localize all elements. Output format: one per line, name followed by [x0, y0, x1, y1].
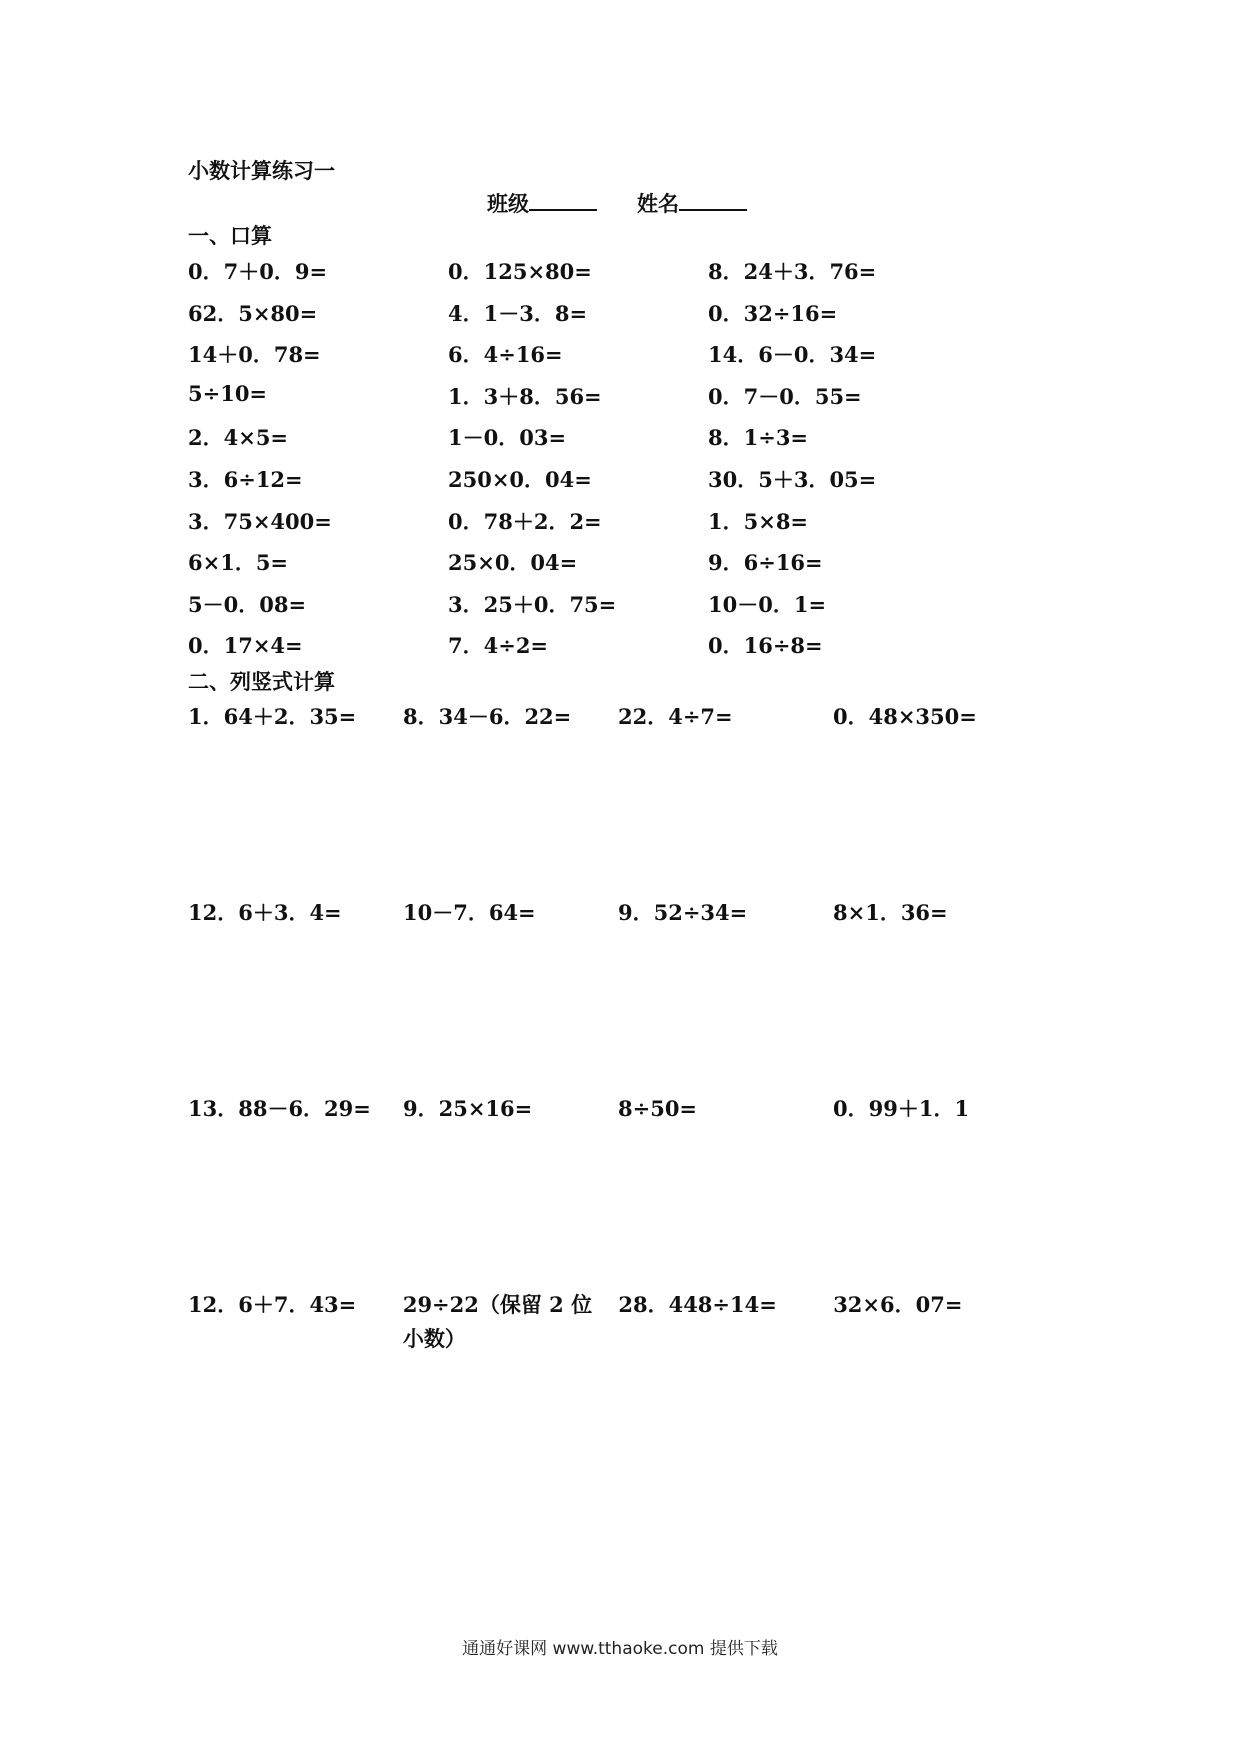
vertical-problem: 29÷22（保留 2 位小数） [402, 1292, 593, 1351]
footer-source: 通通好课网 www.tthaoke.com 提供下载 [462, 1639, 778, 1659]
student-info-row [487, 188, 747, 218]
oral-problem: 4．1－3．8= [448, 300, 588, 326]
vertical-problem: 8．34－6．22= [403, 704, 572, 729]
oral-problem: 10－0．1= [708, 591, 827, 617]
oral-problem: 8．24＋3．76= [708, 259, 877, 284]
vertical-problem: 12．6＋3．4= [188, 900, 342, 925]
oral-row [188, 422, 968, 464]
oral-problem: 5÷10= [188, 380, 268, 406]
name-label: 姓名 [637, 191, 679, 216]
vertical-row [188, 1092, 1048, 1288]
oral-problem: 1－0．03= [448, 425, 567, 451]
section2-heading: 二、列竖式计算 [188, 669, 335, 694]
vertical-calc-grid [188, 700, 1048, 1484]
class-label: 班级 [487, 191, 529, 216]
page-title: 小数计算练习一 [188, 158, 335, 183]
oral-problem: 6．4÷16= [448, 342, 563, 368]
vertical-row [188, 700, 1048, 896]
oral-problem: 0．7＋0．9= [188, 259, 328, 284]
vertical-problem: 12．6＋7．43= [188, 1292, 357, 1317]
oral-row [188, 339, 968, 381]
oral-problem: 3．6÷12= [188, 466, 303, 492]
oral-problem: 0．16÷8= [708, 633, 823, 659]
oral-problem: 62．5×80= [188, 300, 318, 326]
oral-problem: 25×0．04= [448, 550, 578, 576]
oral-row [188, 381, 968, 423]
vertical-problem: 32×6．07= [833, 1292, 963, 1317]
oral-row [188, 589, 968, 631]
oral-problem: 0．78＋2．2= [448, 508, 602, 534]
vertical-problem: 1．64＋2．35= [188, 704, 357, 729]
vertical-problem: 9．52÷34= [618, 900, 748, 925]
oral-problem: 6×1．5= [188, 550, 289, 576]
vertical-problem: 0．48×350= [833, 704, 977, 729]
oral-row [188, 506, 968, 548]
oral-problem: 3．25＋0．75= [448, 591, 617, 617]
oral-problem: 0．7－0．55= [708, 383, 862, 409]
oral-calc-grid [188, 256, 968, 672]
vertical-row [188, 1288, 1048, 1484]
oral-row [188, 256, 968, 298]
oral-problem: 7．4÷2= [448, 633, 549, 659]
oral-problem: 1．3＋8．56= [448, 383, 602, 409]
oral-row [188, 298, 968, 340]
oral-problem: 14．6－0．34= [708, 342, 877, 368]
vertical-problem: 8÷50= [618, 1096, 698, 1121]
oral-problem: 9．6÷16= [708, 550, 823, 576]
oral-problem: 250×0．04= [448, 466, 592, 492]
oral-row [188, 464, 968, 506]
oral-problem: 0．125×80= [448, 259, 592, 284]
oral-problem: 0．32÷16= [708, 300, 838, 326]
section1-heading: 一、口算 [188, 223, 272, 248]
oral-problem: 30．5＋3．05= [708, 466, 877, 492]
oral-problem: 14＋0．78= [188, 342, 321, 368]
oral-problem: 0．17×4= [188, 633, 303, 659]
vertical-problem: 10－7．64= [403, 900, 536, 925]
vertical-problem: 28．448÷14= [618, 1292, 777, 1317]
oral-problem: 5－0．08= [188, 591, 307, 617]
vertical-problem: 22．4÷7= [618, 704, 733, 729]
name-blank [679, 189, 747, 211]
oral-problem: 2．4×5= [188, 425, 289, 451]
vertical-problem: 8×1．36= [833, 900, 948, 925]
oral-problem: 3．75×400= [188, 508, 332, 534]
vertical-problem: 13．88－6．29= [188, 1096, 371, 1121]
vertical-problem: 9．25×16= [403, 1096, 533, 1121]
oral-row [188, 547, 968, 589]
oral-problem: 1．5×8= [708, 508, 809, 534]
class-blank [529, 189, 597, 211]
vertical-row [188, 896, 1048, 1092]
vertical-problem: 0．99＋1．1 [833, 1096, 970, 1121]
oral-problem: 8．1÷3= [708, 425, 809, 451]
